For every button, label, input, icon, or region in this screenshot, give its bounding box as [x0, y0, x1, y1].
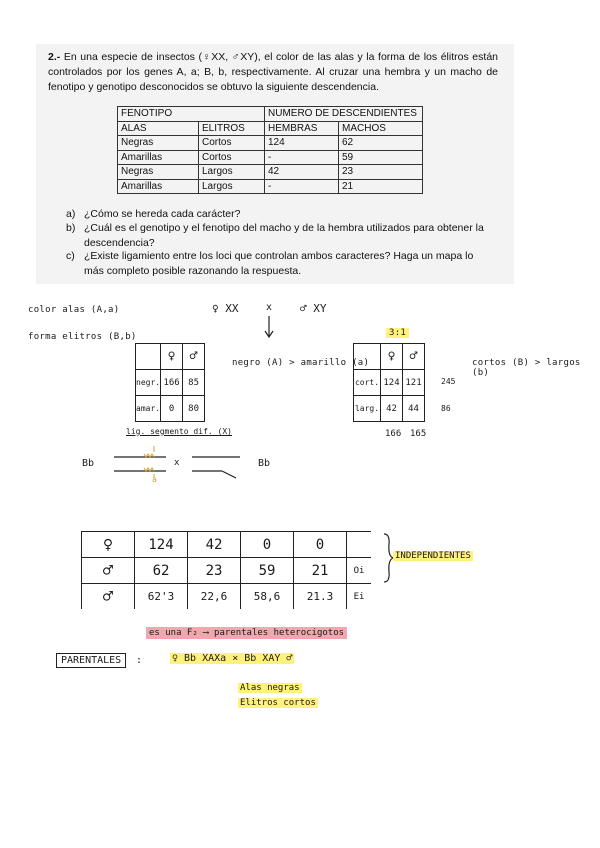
table-cell: Cortos: [199, 136, 265, 151]
question-c: [66, 249, 496, 279]
question-a: [66, 207, 496, 222]
question-label: b): [66, 222, 76, 234]
note-bb-left: Bb: [82, 458, 95, 469]
phenotype-elitros-text: Elitros cortos: [240, 698, 316, 708]
grid-row-label: cort.: [354, 370, 381, 396]
row-tag: Ei: [347, 584, 372, 610]
problem-number: 2.-: [48, 51, 61, 63]
table-cell: 42: [265, 165, 339, 180]
independientes-highlight: [393, 551, 473, 561]
table-cell: Negras: [118, 136, 199, 151]
grid-corner: [136, 344, 161, 370]
table-cell: Amarillas: [118, 179, 199, 194]
table-cell: 23: [339, 165, 423, 180]
grid-cell: 85: [183, 370, 205, 396]
observed-expected-table: [81, 531, 371, 609]
row-tag: [347, 532, 372, 558]
table-row: [118, 179, 423, 194]
table-cell: 59: [241, 558, 294, 584]
table-cell: Largos: [199, 179, 265, 194]
table-row: [136, 396, 205, 422]
note-cross-female: ♀ XX: [212, 302, 239, 315]
note-bb-right: Bb: [258, 458, 271, 469]
grid-col-male: ♂: [183, 344, 205, 370]
note-link-label: lig. segmento dif. (X): [126, 427, 232, 436]
note-cross-x: x: [266, 302, 273, 313]
phenotype-elitros: [238, 698, 318, 708]
grid-row-label: larg.: [354, 396, 381, 422]
independientes-text: INDEPENDIENTES: [395, 551, 471, 561]
parentales-cross-text: ♀ Bb XAXa × Bb XAY ♂: [172, 653, 293, 664]
table-cell: 21: [294, 558, 347, 584]
table-cell: 62: [339, 136, 423, 151]
table-cell: 124: [265, 136, 339, 151]
col-total: 166: [385, 429, 402, 439]
table-row: [82, 558, 372, 584]
question-text: ¿Cómo se hereda cada carácter?: [84, 208, 241, 220]
table-cell: 23: [188, 558, 241, 584]
table-header-descendientes: NUMERO DE DESCENDIENTES: [265, 107, 423, 122]
elitros-count-grid: [353, 343, 425, 422]
table-cell: Amarillas: [118, 150, 199, 165]
table-cell: Largos: [199, 165, 265, 180]
sex-cell: ♀: [82, 532, 135, 558]
table-cell: 42: [188, 532, 241, 558]
grid-cell: 0: [161, 396, 183, 422]
grid-corner: [354, 344, 381, 370]
parentales-label: PARENTALES: [56, 653, 126, 668]
question-label: c): [66, 250, 75, 262]
problem-text: En una especie de insectos (♀XX, ♂XY), el color de las alas y la forma de los élitros están controlados por los genes A, a; B, b, respectivamente. Al cruzar una hembra y un macho de fenotipo y genotipo desconocidos se obtuvo la siguiente descendencia.: [48, 51, 498, 93]
table-cell: 59: [339, 150, 423, 165]
grid-cell: 166: [161, 370, 183, 396]
table-cell: 0: [241, 532, 294, 558]
color-count-grid: [135, 343, 205, 422]
grid-col-female: ♀: [381, 344, 403, 370]
note-color-alas: color alas (A,a): [28, 305, 120, 315]
phenotype-table: [117, 106, 423, 194]
table-cell: 21.3: [294, 584, 347, 610]
chromosome-diagram: [110, 446, 278, 486]
table-cell: -: [265, 150, 339, 165]
row-total: 86: [441, 404, 451, 413]
table-cell: Cortos: [199, 150, 265, 165]
question-text: ¿Existe ligamiento entre los loci que controlan ambos caracteres? Haga un mapa lo más completo posible razonando la respuesta.: [84, 250, 474, 277]
grid-row-label: negr.: [136, 370, 161, 396]
table-row: [354, 370, 425, 396]
table-row: [136, 370, 205, 396]
grid-col-female: ♀: [161, 344, 183, 370]
table-cell: 21: [339, 179, 423, 194]
table-cell: 22,6: [188, 584, 241, 610]
table-cell: 124: [135, 532, 188, 558]
grid-cell: 42: [381, 396, 403, 422]
sex-cell: ♂: [82, 558, 135, 584]
parentales-colon: :: [136, 655, 143, 666]
table-row: [118, 150, 423, 165]
ratio-highlight: 3:1: [386, 328, 409, 338]
phenotype-alas: [238, 683, 302, 693]
table-cell: -: [265, 179, 339, 194]
row-total: 245: [441, 377, 456, 386]
note-forma-elitros: forma elitros (B,b): [28, 332, 137, 342]
note-dominance-color: negro (A) > amarillo (a): [232, 358, 370, 368]
grid-cell: 80: [183, 396, 205, 422]
row-tag: Oi: [347, 558, 372, 584]
table-cell: 62'3: [135, 584, 188, 610]
grid-cell: 121: [403, 370, 425, 396]
table-row: [82, 584, 372, 610]
down-arrow-icon: [262, 314, 276, 340]
grid-cell: 44: [403, 396, 425, 422]
problem-statement: [48, 50, 498, 95]
table-cell: 0: [294, 532, 347, 558]
table-row: [118, 136, 423, 151]
table-row: [82, 532, 372, 558]
table-cell: 62: [135, 558, 188, 584]
sex-cell: ♂: [82, 584, 135, 610]
table-row: [118, 165, 423, 180]
table-header-elitros: ELITROS: [199, 121, 265, 136]
phenotype-alas-text: Alas negras: [240, 683, 300, 693]
note-dominance-elitros: cortos (B) > largos (b): [472, 358, 581, 378]
grid-col-male: ♂: [403, 344, 425, 370]
table-cell: 58,6: [241, 584, 294, 610]
note-cross-male: ♂ XY: [300, 302, 327, 315]
grid-cell: 124: [381, 370, 403, 396]
question-b: [66, 221, 496, 251]
table-header-fenotipo: FENOTIPO: [118, 107, 265, 122]
grid-row-label: amar.: [136, 396, 161, 422]
table-cell: Negras: [118, 165, 199, 180]
table-header-machos: MACHOS: [339, 121, 423, 136]
question-label: a): [66, 208, 76, 220]
table-header-alas: ALAS: [118, 121, 199, 136]
col-total: 165: [410, 429, 427, 439]
table-header-hembras: HEMBRAS: [265, 121, 339, 136]
allele-a-label: a: [152, 475, 157, 484]
question-text: ¿Cuál es el genotipo y el fenotipo del macho y de la hembra utilizados para obtener la descendencia?: [84, 222, 484, 249]
parentales-cross: [170, 653, 294, 664]
f2-note: [146, 628, 347, 638]
note-chrom-x: x: [174, 458, 180, 468]
f2-note-text: es una F₂ ⟶ parentales heterocigotos: [146, 627, 347, 639]
table-row: [354, 396, 425, 422]
